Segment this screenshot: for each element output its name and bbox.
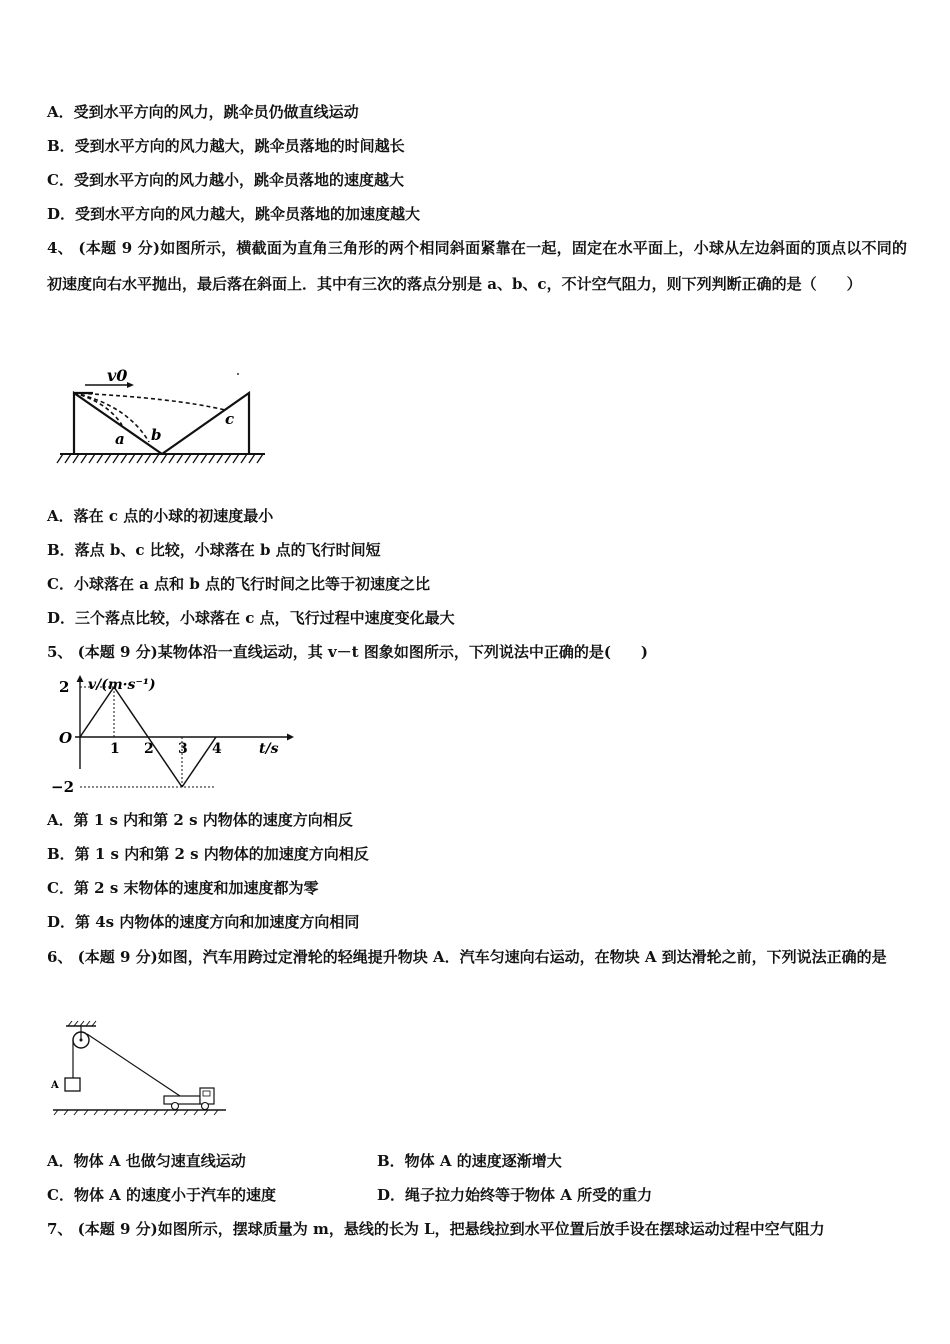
q6-option-c: C．物体 A 的速度小于汽车的速度	[47, 1186, 277, 1204]
vt-ytick-neg2: −2	[51, 778, 75, 796]
vt-ytick-2: 2	[59, 678, 70, 696]
q5-option-a: A．第 1 s 内和第 2 s 内物体的速度方向相反	[47, 811, 353, 829]
vt-origin: O	[59, 729, 73, 747]
q6-stem: 6、 (本题 9 分)如图，汽车用跨过定滑轮的轻绳提升物块 A．汽车匀速向右运动，在物块 A 到达滑轮之前，下列说法正确的是	[47, 948, 887, 966]
vt-xtick-3: 3	[178, 741, 188, 757]
vt-y-label: v/(m·s⁻¹)	[88, 677, 156, 693]
q5-option-d: D．第 4s 内物体的速度方向和加速度方向相同	[47, 913, 360, 931]
block-a	[65, 1078, 80, 1091]
q6-figure-pulley	[48, 1018, 233, 1118]
q5-option-b: B．第 1 s 内和第 2 s 内物体的加速度方向相反	[47, 845, 369, 863]
vt-y-arrow	[77, 675, 84, 682]
q3-option-b: B．受到水平方向的风力越大，跳伞员落地的时间越长	[47, 137, 405, 155]
q3-option-d: D．受到水平方向的风力越大，跳伞员落地的加速度越大	[47, 205, 421, 223]
q4-option-a: A．落在 c 点的小球的初速度最小	[47, 507, 274, 525]
q6-option-a: A．物体 A 也做匀速直线运动	[47, 1152, 246, 1170]
q6-option-d: D．绳子拉力始终等于物体 A 所受的重力	[377, 1186, 653, 1204]
vt-x-arrow	[287, 734, 294, 741]
q4-label-b: b	[151, 426, 162, 444]
q3-option-c: C．受到水平方向的风力越小，跳伞员落地的速度越大	[47, 171, 404, 189]
truck-icon	[164, 1088, 214, 1110]
vt-xtick-1: 1	[110, 741, 120, 757]
q5-vt-chart	[45, 673, 295, 796]
q4-stem: 4、 (本题 9 分)如图所示，横截面为直角三角形的两个相同斜面紧靠在一起，固定在水平面上，小球从左边斜面的顶点以不同的初速度向右水平抛出，最后落在斜面上．其中有三次的落点分别是 a、b、c，不计空气阻力，则下列判断正确的是（ ）	[47, 239, 907, 293]
vt-xtick-2: 2	[144, 741, 154, 757]
q4-label-a: a	[115, 430, 125, 448]
q4-label-c: c	[225, 410, 235, 428]
vt-segment-2	[114, 687, 148, 737]
vt-segment-1	[80, 687, 114, 737]
vt-xtick-4: 4	[212, 741, 222, 757]
q4-option-b: B．落点 b、c 比较，小球落在 b 点的飞行时间短	[47, 541, 381, 559]
q4-option-c: C．小球落在 a 点和 b 点的飞行时间之比等于初速度之比	[47, 575, 431, 593]
q3-option-a: A．受到水平方向的风力，跳伞员仍做直线运动	[47, 103, 359, 121]
q4-option-d: D．三个落点比较，小球落在 c 点，飞行过程中速度变化最大	[47, 609, 455, 627]
q5-stem: 5、 (本题 9 分)某物体沿一直线运动，其 v－t 图象如图所示，下列说法中正确的是( )	[47, 643, 649, 661]
q6-option-b: B．物体 A 的速度逐渐增大	[377, 1152, 562, 1170]
q4-figure-inclines	[55, 362, 270, 467]
q4-label-v0: v0	[107, 366, 128, 385]
q7-stem: 7、 (本题 9 分)如图所示，摆球质量为 m，悬线的长为 L，把悬线拉到水平位置后放手设在摆球运动过程中空气阻力	[47, 1220, 825, 1238]
q6-label-a: A	[51, 1080, 59, 1091]
q5-option-c: C．第 2 s 末物体的速度和加速度都为零	[47, 879, 319, 897]
vt-x-label: t/s	[259, 741, 279, 757]
